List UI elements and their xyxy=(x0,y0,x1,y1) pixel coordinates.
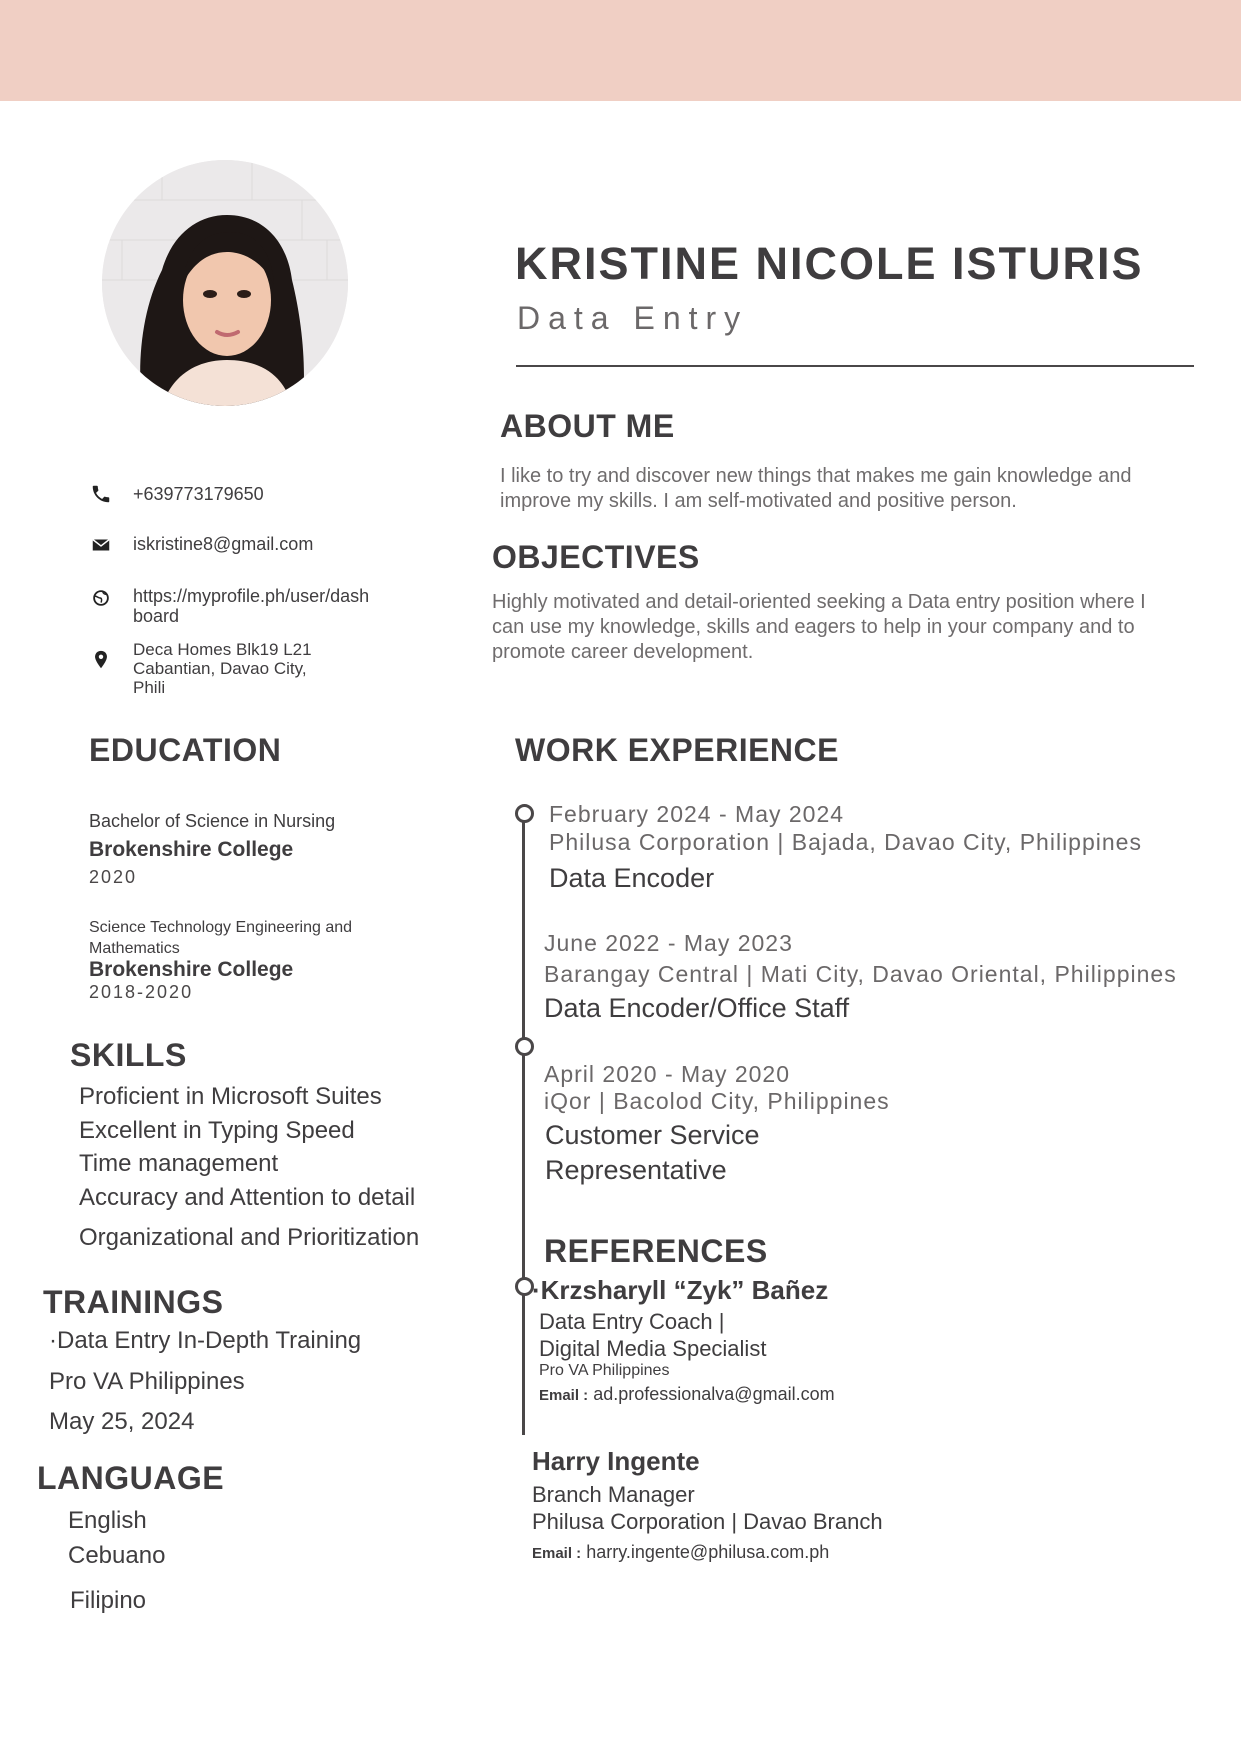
email-icon xyxy=(90,534,112,556)
reference-name: Harry Ingente xyxy=(532,1446,700,1476)
work-date: April 2020 - May 2020 xyxy=(544,1061,791,1087)
education-heading: EDUCATION xyxy=(89,732,282,768)
work-title: Data Encoder xyxy=(549,863,715,893)
about-heading: ABOUT ME xyxy=(500,408,675,444)
education-year: 2018-2020 xyxy=(89,982,194,1002)
skill-item: Organizational and Prioritization xyxy=(79,1224,420,1251)
work-title: Representative xyxy=(545,1155,727,1185)
skill-item: Excellent in Typing Speed xyxy=(79,1117,355,1144)
reference-role: Data Entry Coach | xyxy=(539,1309,725,1334)
profile-photo-image xyxy=(102,160,348,406)
candidate-role: Data Entry xyxy=(517,300,749,336)
education-school: Brokenshire College xyxy=(89,958,294,981)
about-text: I like to try and discover new things that makes me gain knowledge and improve my skills. I am self-motivated and positive person. xyxy=(500,465,1132,512)
trainings-heading: TRAININGS xyxy=(43,1284,224,1320)
skill-item: Time management xyxy=(79,1150,279,1177)
reference-email-address[interactable]: ad.professionalva@gmail.com xyxy=(593,1384,835,1404)
work-organization: Philusa Corporation | Bajada, Davao City, Philippines xyxy=(549,829,1142,855)
training-date: May 25, 2024 xyxy=(49,1408,195,1435)
education-degree: Bachelor of Science in Nursing xyxy=(89,811,336,831)
profile-photo xyxy=(102,160,348,406)
work-experience-heading: WORK EXPERIENCE xyxy=(515,732,839,768)
work-organization: Barangay Central | Mati City, Davao Oriental, Philippines xyxy=(544,961,1177,987)
reference-email-label: Email : xyxy=(539,1387,589,1404)
references-heading: REFERENCES xyxy=(544,1233,768,1269)
language-item: Filipino xyxy=(70,1587,147,1614)
skills-heading: SKILLS xyxy=(70,1037,187,1073)
reference-organization: Philusa Corporation | Davao Branch xyxy=(532,1509,883,1534)
work-organization: iQor | Bacolod City, Philippines xyxy=(544,1088,890,1114)
candidate-name: KRISTINE NICOLE ISTURIS xyxy=(515,238,1144,289)
reference-email-address[interactable]: harry.ingente@philusa.com.ph xyxy=(586,1542,830,1562)
reference-role: Digital Media Specialist xyxy=(539,1336,767,1361)
phone-icon xyxy=(90,483,112,505)
reference-role: Branch Manager xyxy=(532,1482,695,1507)
globe-icon xyxy=(90,587,112,609)
timeline-line xyxy=(522,810,525,1435)
reference-email xyxy=(539,1384,835,1405)
training-title: ·Data Entry In-Depth Training xyxy=(49,1327,362,1354)
timeline-dot xyxy=(515,1037,534,1056)
header-band xyxy=(0,0,1241,101)
objectives-heading: OBJECTIVES xyxy=(492,539,700,575)
language-item: English xyxy=(68,1507,147,1534)
contact-email[interactable]: iskristine8@gmail.com xyxy=(133,534,314,554)
education-degree: Science Technology Engineering and Mathematics xyxy=(89,919,353,957)
work-date: June 2022 - May 2023 xyxy=(544,930,793,956)
contact-phone[interactable]: +639773179650 xyxy=(133,484,264,504)
skill-item: Proficient in Microsoft Suites xyxy=(79,1083,382,1110)
contact-address: Deca Homes Blk19 L21 Cabantian, Davao City, Phili xyxy=(133,640,312,697)
language-heading: LANGUAGE xyxy=(37,1460,225,1496)
reference-email-label: Email : xyxy=(532,1545,582,1562)
skill-item: Accuracy and Attention to detail xyxy=(79,1184,416,1211)
location-pin-icon xyxy=(90,649,112,671)
work-title: Customer Service xyxy=(545,1120,760,1150)
language-item: Cebuano xyxy=(68,1542,166,1569)
contact-website[interactable]: https://myprofile.ph/user/dashboard xyxy=(133,586,370,626)
header-divider xyxy=(516,365,1194,367)
objectives-text: Highly motivated and detail-oriented seeking a Data entry position where I can use my knowledge, skills and eagers to help in your company and to promote career development. xyxy=(492,591,1146,663)
work-title: Data Encoder/Office Staff xyxy=(544,993,850,1023)
education-school: Brokenshire College xyxy=(89,838,294,861)
reference-name: ·Krzsharyll “Zyk” Bañez xyxy=(532,1275,829,1305)
timeline-dot xyxy=(515,804,534,823)
work-date: February 2024 - May 2024 xyxy=(549,801,845,827)
reference-organization: Pro VA Philippines xyxy=(539,1362,670,1379)
reference-email xyxy=(532,1542,829,1563)
education-year: 2020 xyxy=(89,867,138,887)
training-provider: Pro VA Philippines xyxy=(49,1368,245,1395)
